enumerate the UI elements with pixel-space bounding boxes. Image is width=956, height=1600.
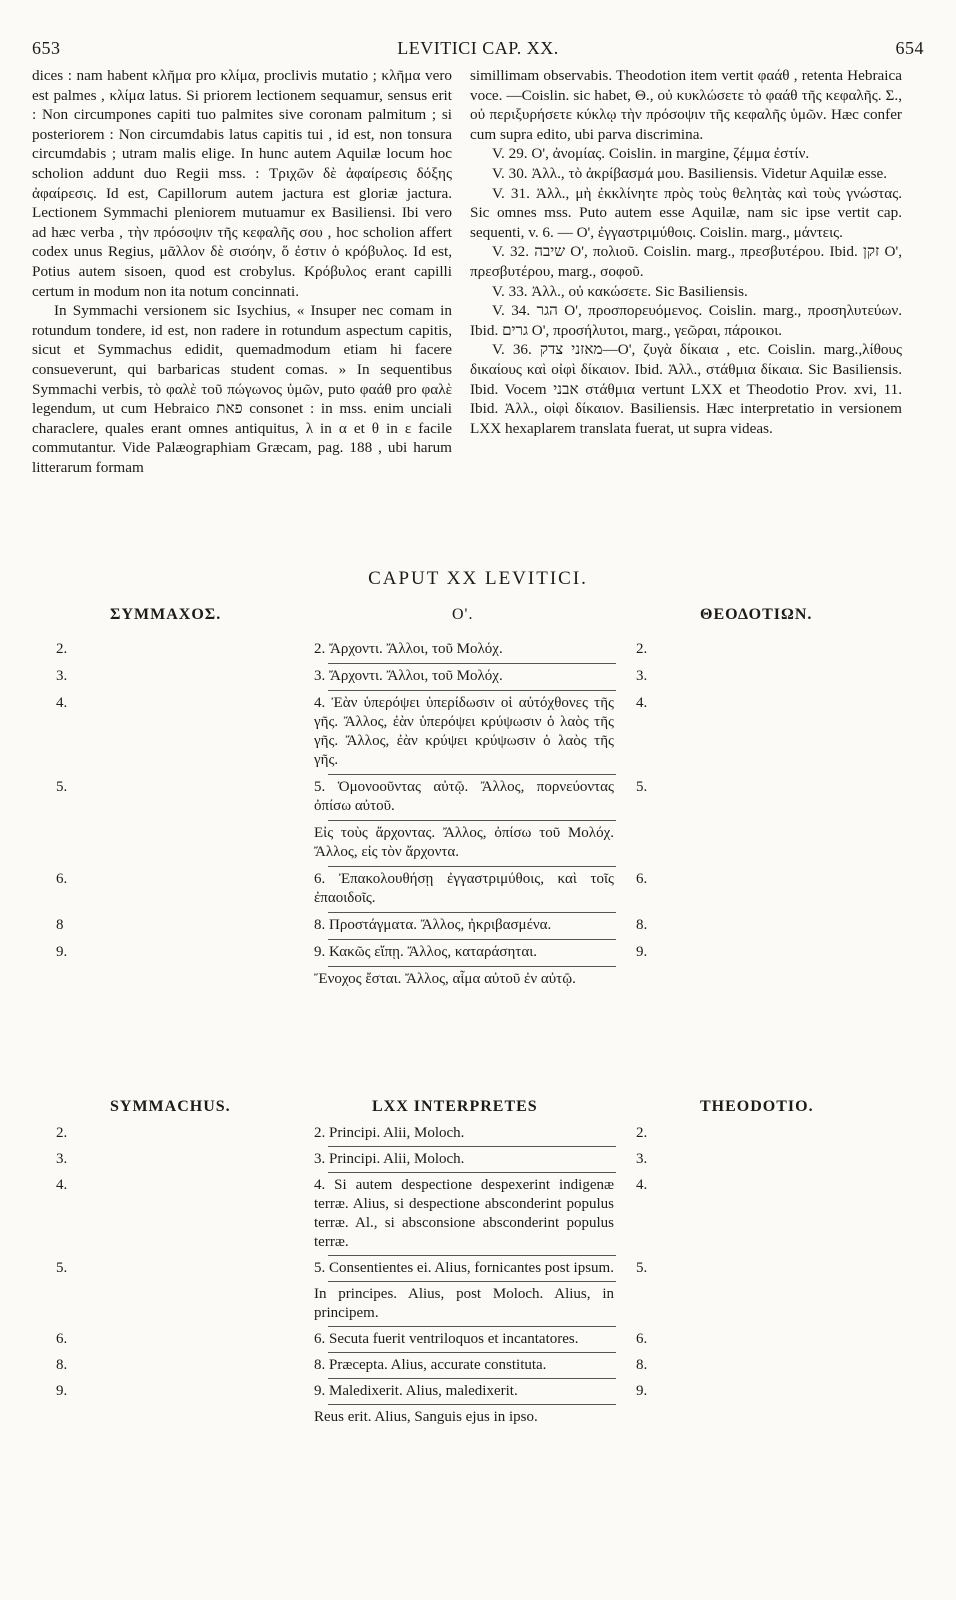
verse-number-theodotion: 8. <box>636 917 648 933</box>
row-divider <box>328 1352 616 1353</box>
row-divider <box>328 663 616 664</box>
row-divider <box>328 966 616 967</box>
table-row <box>0 640 956 659</box>
verse-number-symmachus: 3. <box>56 1151 68 1167</box>
lxx-text: 8. Προστάγματα. Ἄλλος, ἠκριβασμένα. <box>314 917 552 933</box>
row-divider <box>328 912 616 913</box>
lxx-text: 8. Præcepta. Alius, accurate constituta. <box>314 1357 547 1373</box>
lxx-text: 3. Principi. Alii, Moloch. <box>314 1151 465 1167</box>
row-divider <box>328 774 616 775</box>
note-paragraph: In Symmachi versionem sic Isychius, « Insuper nec comam in rotundum tondere, id est, non radere in rotundum aspectum capitis, sicut et Symmachus edidit, quemadmodum etiam hi facere consueverunt, qui barbaricas student comas. » In sequentibus Symmachi verbis, τὸ φαλὲ τοῦ πώγωνος ὑμῶν, puto φαάθ pro φαλὲ legendum, ut cum Hebraico פאת consonet : in mss. enim unciali characlere, quales erant omnes antiquitus, λ in α et θ in ε facile commutantur. Vide Palæographiam Græcam, pag. 188 , ubi harum litterarum formam <box>32 302 452 476</box>
lxx-text: 5. Ὁμονοοῦντας αὐτῷ. Ἄλλος, πορνεύοντας ὀπίσω αὐτοῦ. <box>314 779 614 814</box>
lxx-text: Ἔνοχος ἔσται. Ἄλλος, αἷμα αὐτοῦ ἐν αὐτῷ. <box>314 971 576 987</box>
lxx-text: 5. Consentientes ei. Alius, fornicantes post ipsum. <box>314 1260 614 1276</box>
latin-table <box>0 1124 956 1427</box>
verse-number-symmachus: 2. <box>56 1125 68 1141</box>
row-divider <box>328 1326 616 1327</box>
lxx-text: 6. Secuta fuerit ventriloquos et incantatores. <box>314 1331 579 1347</box>
table-row <box>0 1176 956 1252</box>
verse-number-symmachus: 4. <box>56 695 68 711</box>
verse-number-theodotion: 3. <box>636 1151 648 1167</box>
latin-col-theodotion: THEODOTIO. <box>700 1098 814 1115</box>
verse-number-theodotion: 2. <box>636 1125 648 1141</box>
note-paragraph: V. 34. הגר Ο', προσπορευόμενος. Coislin. marg., προσηλυτεύων. Ibid. גרים Ο', προσήλυτοι, marg., γεῶραι, πάροικοι. <box>470 302 902 339</box>
notes-left-column <box>32 66 452 477</box>
lxx-text: Reus erit. Alius, Sanguis ejus in ipso. <box>314 1409 538 1425</box>
table-row <box>0 1124 956 1143</box>
row-divider <box>328 690 616 691</box>
left-page-number: 653 <box>32 38 61 58</box>
lxx-text: 9. Κακῶς εἴπῃ. Ἄλλος, καταράσηται. <box>314 944 537 960</box>
table-row <box>0 1285 956 1323</box>
verse-number-theodotion: 2. <box>636 641 648 657</box>
greek-col-theodotion: ΘΕΟΔΟΤΙΩΝ. <box>700 606 813 623</box>
verse-number-symmachus: 5. <box>56 779 68 795</box>
note-paragraph: V. 33. Ἀλλ., οὐ κακώσετε. Sic Basiliensis. <box>492 282 748 300</box>
greek-col-symmachus: ΣΥΜΜΑΧΟΣ. <box>110 606 222 623</box>
lxx-text: 2. Ἄρχοντι. Ἄλλοι, τοῦ Μολόχ. <box>314 641 503 657</box>
row-divider <box>328 1172 616 1173</box>
verse-number-symmachus: 9. <box>56 944 68 960</box>
table-row <box>0 916 956 935</box>
verse-number-theodotion: 4. <box>636 1177 648 1193</box>
row-divider <box>328 1255 616 1256</box>
table-row <box>0 1330 956 1349</box>
verse-number-theodotion: 6. <box>636 1331 648 1347</box>
verse-number-theodotion: 9. <box>636 1383 648 1399</box>
lxx-text: 9. Maledixerit. Alius, maledixerit. <box>314 1383 518 1399</box>
note-paragraph: V. 32. שיבה Ο', πολιοῦ. Coislin. marg., πρεσβυτέρου. Ibid. זקן Ο', πρεσβυτέρου, marg., σοφοῦ. <box>470 243 902 280</box>
note-paragraph: V. 30. Ἀλλ., τὸ ἀκρίβασμά μου. Basiliensis. Videtur Aquilæ esse. <box>492 164 888 182</box>
notes-right-column <box>470 66 902 438</box>
lxx-text: 4. Ἐὰν ὑπερόψει ὑπερίδωσιν οἱ αὐτόχθονες τῆς γῆς. Ἄλλος, ἐὰν ὑπερόψει κρύψωσιν ὁ λαὸς τῆς γῆς. Ἄλλος, ἐὰν κρύψει κρύψωσιν ὁ λαὸς τῆς γῆς. <box>314 695 614 768</box>
greek-table <box>0 640 956 989</box>
verse-number-symmachus: 5. <box>56 1260 68 1276</box>
row-divider <box>328 866 616 867</box>
lxx-text: 6. Ἐπακολουθήσῃ ἐγγαστριμύθοις, καὶ τοῖς ἐπαοιδοῖς. <box>314 871 614 906</box>
latin-col-lxx: LXX INTERPRETES <box>372 1098 538 1115</box>
verse-number-symmachus: 3. <box>56 668 68 684</box>
note-paragraph: V. 36. מאזני צדק—Ο', ζυγὰ δίκαια , etc. Coislin. marg.,λίθους δικαίους καὶ οἰφὶ δίκαιον. Ibid. Ἀλλ., στάθμια δίκαια. Sic Basiliensis. Ibid. Vocem אבני στάθμια vertunt LXX et Theodotio Prov. xvi, 11. Ibid. Ἀλλ., οἰφὶ δίκαιον. Basiliensis. Hæc interpretatio in versionem LXX hexaplarem translata fuerat, ut supra videas. <box>470 341 902 437</box>
table-row <box>0 824 956 862</box>
row-divider <box>328 1146 616 1147</box>
table-row <box>0 778 956 816</box>
table-row <box>0 1259 956 1278</box>
verse-number-theodotion: 5. <box>636 1260 648 1276</box>
verse-number-symmachus: 2. <box>56 641 68 657</box>
verse-number-theodotion: 5. <box>636 779 648 795</box>
table-row <box>0 667 956 686</box>
table-row <box>0 943 956 962</box>
chapter-title: CAPUT XX LEVITICI. <box>368 568 588 589</box>
verse-number-theodotion: 4. <box>636 695 648 711</box>
running-title: LEVITICI CAP. XX. <box>397 38 559 58</box>
greek-col-lxx: Ο'. <box>452 606 474 623</box>
right-page-number: 654 <box>895 38 924 58</box>
note-paragraph: V. 31. Ἀλλ., μὴ ἐκκλίνητε πρὸς τοὺς θελητὰς καὶ τοὺς γνώστας. Sic omnes mss. Puto autem esse Aquilæ, nam sic ipse vertit cap. sequenti, v. 6. — Ο', ἐγγαστριμύθοις. Coislin. marg., μάντεις. <box>470 184 902 241</box>
verse-number-symmachus: 9. <box>56 1383 68 1399</box>
row-divider <box>328 1281 616 1282</box>
table-row <box>0 1356 956 1375</box>
row-divider <box>328 1404 616 1405</box>
lxx-text: 2. Principi. Alii, Moloch. <box>314 1125 465 1141</box>
verse-number-theodotion: 6. <box>636 871 648 887</box>
table-row <box>0 694 956 770</box>
note-paragraph: V. 29. Ο', ἀνομίας. Coislin. in margine, ζέμμα ἐστίν. <box>492 145 810 163</box>
lxx-text: In principes. Alius, post Moloch. Alius, in principem. <box>314 1286 614 1321</box>
note-paragraph: simillimam observabis. Theodotion item vertit φαάθ , retenta Hebraica voce. —Coislin. sic habet, Θ., οὐ κυκλώσετε τὸ φαάθ τῆς κεφαλῆς. Σ., οὐ περιξυρήσετε κύκλῳ τὴν πρόσοψιν τῆς κεφαλῆς ὑμῶν. Hæc confer cum supra edito, ubi parva discrimina. <box>470 67 902 143</box>
verse-number-symmachus: 6. <box>56 1331 68 1347</box>
lxx-text: 4. Si autem despectione despexerint indigenæ terræ. Alius, si despectione absconderint populus terræ. Al., si absconsione absconderint populus terræ. <box>314 1177 614 1250</box>
table-row <box>0 1382 956 1401</box>
row-divider <box>328 939 616 940</box>
verse-number-symmachus: 6. <box>56 871 68 887</box>
row-divider <box>328 1378 616 1379</box>
note-paragraph: dices : nam habent κλῆμα pro κλίμα, proclivis mutatio ; κλῆμα vero est palmes , κλίμα latus. Si priorem lectionem sequamur, sensus erit : Non circumpones capiti tuo palmites sive coronam palmitum ; si posteriorem : Non circumdabis latus capitis tui , id est, non tonsura circumdabis ; utram malis elige. In hunc autem Aquilæ locum hoc scholion addunt duo Regii mss. : Τριχῶν δὲ ἀφαίρεσις δόξης ἀφαίρεσις. Id est, Capillorum autem jactura est gloriæ jactura. Lectionem Symmachi pleniorem mutuamur ex Basiliensi. Ibi vero ad hæc verba , τὴν πρόσοψιν τῆς κεφαλῆς σου , hoc scholion affert codex unus Regius, μᾶλλον δὲ σισόην, ὅ ἐστιν ὁ κρόβυλος. Id est, Potius autem sisoen, quod est crobylus. Κρόβυλος erant capilli certum in modum non ita notum concinnati. <box>32 67 452 300</box>
row-divider <box>328 820 616 821</box>
verse-number-symmachus: 8. <box>56 1357 68 1373</box>
table-row <box>0 970 956 989</box>
verse-number-theodotion: 3. <box>636 668 648 684</box>
lxx-text: Εἰς τοὺς ἄρχοντας. Ἄλλος, ὀπίσω τοῦ Μολόχ. Ἄλλος, εἰς τὸν ἄρχοντα. <box>314 825 614 860</box>
verse-number-theodotion: 8. <box>636 1357 648 1373</box>
latin-col-symmachus: SYMMACHUS. <box>110 1098 231 1115</box>
verse-number-symmachus: 8 <box>56 917 64 933</box>
lxx-text: 3. Ἄρχοντι. Ἄλλοι, τοῦ Μολόχ. <box>314 668 503 684</box>
table-row <box>0 1150 956 1169</box>
table-row <box>0 1408 956 1427</box>
verse-number-symmachus: 4. <box>56 1177 68 1193</box>
verse-number-theodotion: 9. <box>636 944 648 960</box>
table-row <box>0 870 956 908</box>
